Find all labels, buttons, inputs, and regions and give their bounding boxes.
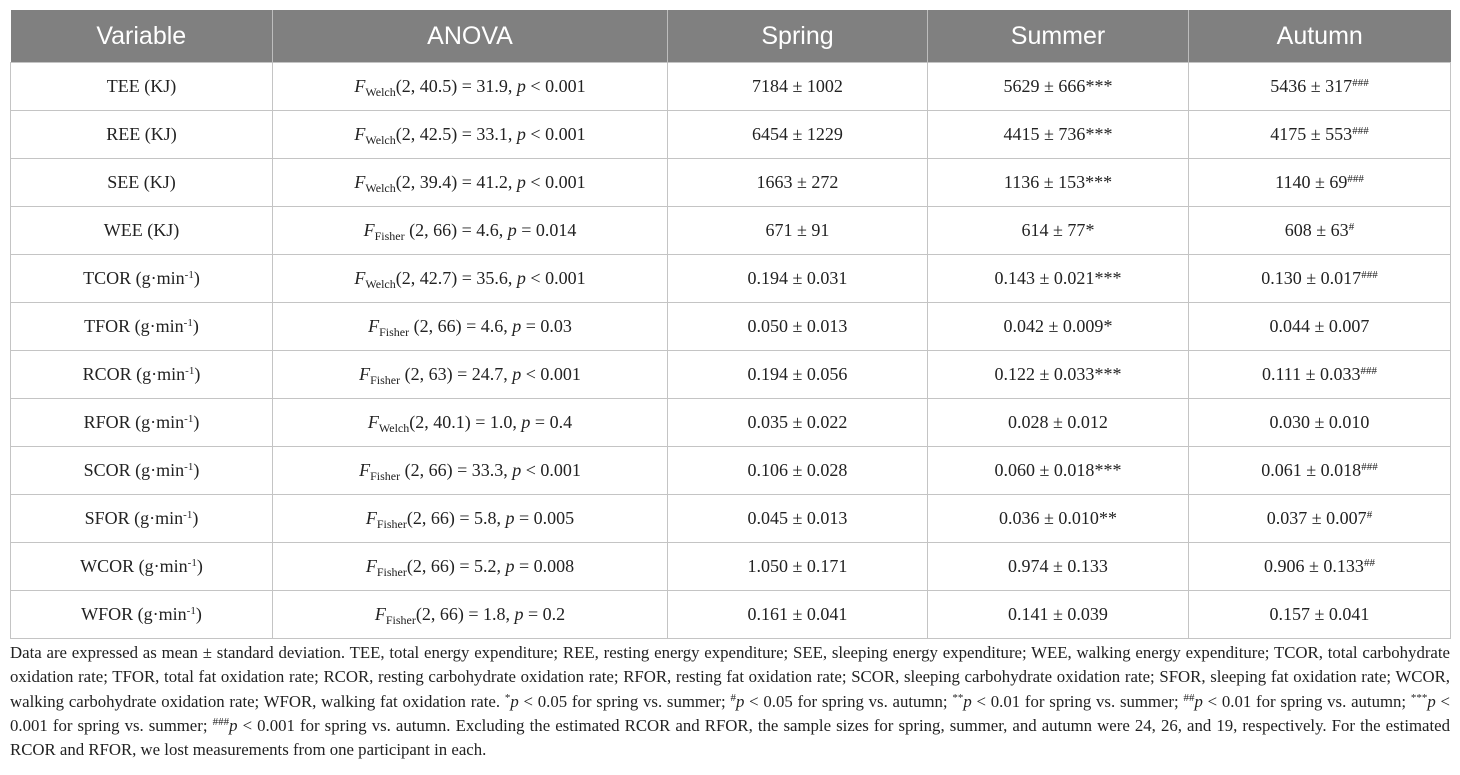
anova-stat: 33.3 [471, 460, 504, 480]
spring-cell [668, 447, 928, 495]
anova-p-value: 0.001 [540, 460, 581, 480]
anova-stat: 35.6 [476, 268, 508, 288]
table-row [11, 207, 1451, 255]
anova-p-value: 0.005 [533, 508, 575, 528]
header-row [11, 10, 1451, 63]
footnote-tail: Excluding the estimated RCOR and RFOR, the sample sizes for spring, summer, and autumn were 24, 26, and 19, respectively. For the estimated RCOR and RFOR, we lost measurements from one participant in each. [10, 715, 1450, 760]
autumn-cell [1189, 111, 1451, 159]
anova-test-type: Fisher [370, 469, 401, 483]
footnote-symbol: ## [1183, 691, 1195, 704]
anova-cell: $F_{Welch}(2$, 42.5) = 33.1, p < 0.001 [273, 111, 668, 159]
summer-cell [928, 159, 1189, 207]
anova-cell: $F_{Fisher}$ (2, 66) = 4.6, p = 0.03 [273, 303, 668, 351]
summer-cell [928, 207, 1189, 255]
spring-cell [668, 255, 928, 303]
anova-df: (2, 42.7) [395, 268, 458, 288]
table-row [11, 63, 1451, 111]
anova-p-value: 0.001 [545, 268, 586, 288]
anova-df: (2, 66) [406, 556, 455, 576]
variable-label: TCOR (g·min [83, 268, 185, 288]
variable-label: WFOR (g·min [81, 604, 187, 624]
table-body [11, 63, 1451, 639]
anova-p-value: 0.03 [540, 316, 572, 336]
summer-value: 0.036 ± 0.010 [999, 508, 1099, 528]
footnote-symbol: ** [952, 691, 964, 704]
anova-p-op: < [525, 460, 536, 480]
unit-exponent: -1 [183, 317, 193, 329]
anova-test-type: Welch [365, 277, 396, 291]
footnote-sig-text: < 0.01 for spring vs. summer; [971, 691, 1184, 711]
anova-p-op: < [530, 268, 541, 288]
header-autumn: Autumn [1189, 10, 1451, 63]
anova-stat: 4.6 [476, 220, 499, 240]
table-row [11, 159, 1451, 207]
table-row [11, 591, 1451, 639]
autumn-cell [1189, 447, 1451, 495]
autumn-cell [1189, 399, 1451, 447]
table-footnote: Data are expressed as mean ± standard deviation. TEE, total energy expenditure; REE, resting energy expenditure; SEE, sleeping energy expenditure; WEE, walking energy expenditure; TCOR, total carbohydrate oxidation rate; TFOR, total fat oxidation rate; RCOR, resting carbohydrate oxidation rate; RFOR, resting fat oxidation rate; SCOR, sleeping carbohydrate oxidation rate; SFOR, sleeping fat oxidation rate; WCOR, walking carbohydrate oxidation rate; WFOR, walking fat oxidation rate. *p < 0.05 for spring vs. summer; #p < 0.05 for spring vs. autumn; **p < 0.01 for spring vs. summer; ##p < 0.01 for spring vs. autumn; ***p < 0.001 for spring vs. summer; ###p < 0.001 for spring vs. autumn. Excluding the estimated RCOR and RFOR, the sample sizes for spring, summer, and autumn were 24, 26, and 19, respectively. For the estimated RCOR and RFOR, we lost measurements from one participant in each. [10, 643, 1451, 760]
footnote-symbol: ### [212, 715, 230, 728]
anova-df: (2, 40.1) [409, 412, 471, 432]
autumn-significance: ### [1361, 461, 1378, 473]
spring-value: 6454 ± 1229 [752, 124, 843, 144]
variable-label: SCOR (g·min [83, 460, 185, 480]
anova-cell: $F_{Fisher}(2$, 66) = 1.8, p = 0.2 [273, 591, 668, 639]
spring-value: 0.106 ± 0.028 [747, 460, 848, 480]
anova-p-op: < [525, 364, 536, 384]
spring-cell [668, 111, 928, 159]
summer-significance: *** [1094, 364, 1122, 384]
spring-value: 0.035 ± 0.022 [747, 412, 848, 432]
anova-stat: 31.9 [476, 76, 508, 96]
table-row [11, 495, 1451, 543]
footnote-symbol: * [504, 691, 511, 704]
anova-p-op: = [519, 508, 530, 528]
autumn-cell [1189, 351, 1451, 399]
autumn-value: 4175 ± 553 [1270, 124, 1353, 144]
summer-value: 0.141 ± 0.039 [1008, 604, 1108, 624]
spring-cell [668, 303, 928, 351]
summer-value: 0.122 ± 0.033 [994, 364, 1095, 384]
summer-significance: *** [1094, 460, 1122, 480]
summer-significance: *** [1085, 124, 1113, 144]
anova-test-type: Welch [365, 133, 396, 147]
autumn-value: 0.030 ± 0.010 [1269, 412, 1370, 432]
summer-significance: *** [1085, 172, 1113, 192]
anova-cell: $F_{Welch}(2$, 42.7) = 35.6, p < 0.001 [273, 255, 668, 303]
header-spring: Spring [668, 10, 928, 63]
anova-test-type: Fisher [370, 373, 401, 387]
summer-value: 5629 ± 666 [1003, 76, 1086, 96]
unit-exponent: -1 [183, 509, 193, 521]
summer-cell [928, 303, 1189, 351]
results-table [10, 10, 1451, 639]
autumn-significance: ### [1360, 365, 1378, 377]
spring-cell [668, 207, 928, 255]
summer-cell [928, 495, 1189, 543]
spring-value: 1663 ± 272 [756, 172, 839, 192]
anova-test-type: Welch [378, 421, 410, 435]
anova-stat: 1.8 [483, 604, 506, 624]
variable-label: RFOR (g·min [83, 412, 185, 432]
anova-p-value: 0.014 [535, 220, 577, 240]
footnote-lead: Data are expressed as mean ± standard deviation. TEE, total energy expenditure; REE, resting energy expenditure; SEE, sleeping energy expenditure; WEE, walking energy expenditure; TCOR, total carbohydrate oxidation rate; TFOR, total fat oxidation rate; RCOR, resting carbohydrate oxidation rate; RFOR, resting fat oxidation rate; SCOR, sleeping carbohydrate oxidation rate; SFOR, sleeping fat oxidation rate; WCOR, walking carbohydrate oxidation rate; WFOR, walking fat oxidation rate. [10, 643, 1450, 711]
footnote-sig-text: < 0.05 for spring vs. autumn; [744, 691, 953, 711]
summer-value: 4415 ± 736 [1003, 124, 1086, 144]
anova-test-type: Fisher [376, 565, 407, 579]
anova-stat: 41.2 [476, 172, 508, 192]
autumn-significance: ### [1347, 173, 1364, 185]
variable-cell: SCOR $(g\cdot\min^{-1})$ [11, 447, 273, 495]
summer-cell [928, 591, 1189, 639]
summer-value: 0.028 ± 0.012 [1008, 412, 1108, 432]
spring-cell [668, 399, 928, 447]
summer-cell [928, 111, 1189, 159]
unit-exponent: -1 [187, 557, 197, 569]
anova-p-op: = [525, 316, 536, 336]
spring-cell [668, 63, 928, 111]
variable-cell: WCOR $(g\cdot\min^{-1})$ [11, 543, 273, 591]
summer-cell [928, 399, 1189, 447]
unit-exponent: -1 [184, 461, 194, 473]
autumn-value: 5436 ± 317 [1270, 76, 1353, 96]
anova-stat: 1.0 [489, 412, 513, 432]
table-row [11, 255, 1451, 303]
summer-cell [928, 543, 1189, 591]
anova-test-type: Welch [365, 85, 396, 99]
variable-cell: TCOR $(g\cdot\min^{-1})$ [11, 255, 273, 303]
header-summer: Summer [928, 10, 1189, 63]
spring-cell [668, 351, 928, 399]
autumn-significance: # [1348, 221, 1355, 233]
unit-exponent: -1 [184, 269, 194, 281]
table-row [11, 447, 1451, 495]
autumn-cell [1189, 543, 1451, 591]
autumn-cell [1189, 591, 1451, 639]
autumn-significance: ### [1361, 269, 1378, 281]
unit-exponent: -1 [184, 413, 194, 425]
anova-p-value: 0.4 [549, 412, 573, 432]
variable-label: WCOR (g·min [80, 556, 188, 576]
spring-cell [668, 591, 928, 639]
anova-p-value: 0.001 [545, 124, 586, 144]
summer-value: 1136 ± 153 [1003, 172, 1086, 192]
spring-cell [668, 543, 928, 591]
variable-label: SFOR (g·min [84, 508, 184, 528]
summer-significance: *** [1094, 268, 1122, 288]
spring-cell [668, 495, 928, 543]
summer-value: 0.143 ± 0.021 [994, 268, 1095, 288]
anova-df: (2, 63) [400, 364, 453, 384]
summer-significance: ** [1098, 508, 1117, 528]
anova-p-op: = [534, 412, 546, 432]
autumn-value: 0.130 ± 0.017 [1261, 268, 1362, 288]
spring-value: 0.194 ± 0.031 [747, 268, 848, 288]
header-variable: Variable [11, 10, 273, 63]
summer-significance: *** [1085, 76, 1113, 96]
anova-p-value: 0.001 [545, 172, 586, 192]
variable-label: TEE (KJ) [106, 76, 177, 96]
header-anova: ANOVA [273, 10, 668, 63]
anova-cell: $F_{Fisher}$ (2, 63) = 24.7, p < 0.001 [273, 351, 668, 399]
summer-cell [928, 255, 1189, 303]
spring-value: 0.194 ± 0.056 [747, 364, 848, 384]
spring-value: 0.161 ± 0.041 [747, 604, 848, 624]
spring-value: 671 ± 91 [765, 220, 830, 240]
anova-stat: 5.2 [474, 556, 497, 576]
anova-p-op: = [528, 604, 539, 624]
spring-value: 0.050 ± 0.013 [747, 316, 848, 336]
footnote-sig-text: < 0.001 for spring vs. autumn. [237, 715, 456, 735]
spring-value: 7184 ± 1002 [752, 76, 843, 96]
autumn-significance: ## [1363, 557, 1375, 569]
summer-significance: * [1103, 316, 1113, 336]
variable-cell: RCOR $(g\cdot\min^{-1})$ [11, 351, 273, 399]
anova-p-value: 0.001 [545, 76, 586, 96]
anova-p-op: < [530, 172, 541, 192]
variable-label: WEE (KJ) [103, 220, 180, 240]
anova-p-op: = [519, 556, 530, 576]
autumn-cell [1189, 255, 1451, 303]
anova-df: (2, 66) [415, 604, 464, 624]
anova-stat: 5.8 [474, 508, 497, 528]
anova-df: (2, 66) [406, 508, 455, 528]
autumn-significance: ### [1352, 77, 1369, 89]
anova-stat: 24.7 [471, 364, 504, 384]
autumn-value: 0.037 ± 0.007 [1266, 508, 1367, 528]
anova-df: (2, 66) [400, 460, 453, 480]
variable-cell: TFOR $(g\cdot\min^{-1})$ [11, 303, 273, 351]
anova-stat: 4.6 [480, 316, 504, 336]
footnote-symbol: # [730, 691, 736, 704]
anova-cell: $F_{Fisher}$ (2, 66) = 4.6, p = 0.014 [273, 207, 668, 255]
variable-cell: SFOR $(g\cdot\min^{-1})$ [11, 495, 273, 543]
autumn-cell [1189, 303, 1451, 351]
summer-cell [928, 351, 1189, 399]
autumn-value: 0.044 ± 0.007 [1269, 316, 1370, 336]
table-row [11, 111, 1451, 159]
anova-df: (2, 66) [409, 316, 462, 336]
summer-value: 614 ± 77 [1021, 220, 1086, 240]
footnote-sig-text: < 0.001 for spring vs. summer; [10, 691, 1451, 735]
anova-df: (2, 40.5) [395, 76, 458, 96]
anova-p-value: 0.008 [533, 556, 575, 576]
autumn-value: 608 ± 63 [1284, 220, 1349, 240]
variable-cell [11, 207, 273, 255]
footnote-sig-text: < 0.05 for spring vs. summer; [518, 691, 731, 711]
anova-df: (2, 42.5) [395, 124, 458, 144]
anova-cell: $F_{Fisher}(2$, 66) = 5.2, p = 0.008 [273, 543, 668, 591]
summer-cell [928, 447, 1189, 495]
autumn-value: 0.906 ± 0.133 [1264, 556, 1364, 576]
footnote-symbol: *** [1410, 691, 1428, 704]
autumn-significance: # [1366, 509, 1373, 521]
autumn-value: 0.111 ± 0.033 [1261, 364, 1361, 384]
autumn-cell [1189, 63, 1451, 111]
variable-label: TFOR (g·min [84, 316, 184, 336]
variable-label: REE (KJ) [106, 124, 177, 144]
summer-cell [928, 63, 1189, 111]
anova-df: (2, 39.4) [395, 172, 458, 192]
variable-label: SEE (KJ) [107, 172, 176, 192]
variable-cell [11, 111, 273, 159]
anova-test-type: Fisher [379, 325, 410, 339]
anova-cell: $F_{Welch}(2$, 39.4) = 41.2, p < 0.001 [273, 159, 668, 207]
variable-cell: WFOR $(g\cdot\min^{-1})$ [11, 591, 273, 639]
table-row [11, 543, 1451, 591]
spring-cell [668, 159, 928, 207]
unit-exponent: -1 [185, 365, 195, 377]
summer-value: 0.974 ± 0.133 [1008, 556, 1108, 576]
anova-stat: 33.1 [476, 124, 508, 144]
footnote-sig-text: < 0.01 for spring vs. autumn; [1202, 691, 1411, 711]
anova-p-value: 0.2 [542, 604, 566, 624]
autumn-cell [1189, 207, 1451, 255]
autumn-cell [1189, 159, 1451, 207]
spring-value: 1.050 ± 0.171 [747, 556, 848, 576]
anova-p-op: = [521, 220, 532, 240]
variable-cell [11, 63, 273, 111]
table-row [11, 351, 1451, 399]
summer-significance: * [1085, 220, 1095, 240]
autumn-cell [1189, 495, 1451, 543]
anova-test-type: Fisher [374, 229, 405, 243]
table-row [11, 399, 1451, 447]
variable-cell: RFOR $(g\cdot\min^{-1})$ [11, 399, 273, 447]
anova-cell: $F_{Fisher}$ (2, 66) = 33.3, p < 0.001 [273, 447, 668, 495]
autumn-value: 1140 ± 69 [1275, 172, 1348, 192]
summer-value: 0.042 ± 0.009 [1003, 316, 1104, 336]
variable-cell [11, 159, 273, 207]
autumn-value: 0.061 ± 0.018 [1261, 460, 1362, 480]
anova-df: (2, 66) [404, 220, 458, 240]
anova-p-value: 0.001 [540, 364, 581, 384]
anova-test-type: Fisher [376, 517, 407, 531]
spring-value: 0.045 ± 0.013 [747, 508, 848, 528]
autumn-value: 0.157 ± 0.041 [1269, 604, 1370, 624]
table-row [11, 303, 1451, 351]
anova-p-op: < [530, 76, 541, 96]
autumn-significance: ### [1352, 125, 1369, 137]
anova-cell: $F_{Welch}(2$, 40.5) = 31.9, p < 0.001 [273, 63, 668, 111]
variable-label: RCOR (g·min [82, 364, 186, 384]
anova-test-type: Welch [365, 181, 396, 195]
unit-exponent: -1 [186, 605, 196, 617]
anova-p-op: < [530, 124, 541, 144]
anova-test-type: Fisher [385, 613, 416, 627]
anova-cell: $F_{Welch}(2$, 40.1) = 1.0, p = 0.4 [273, 399, 668, 447]
summer-value: 0.060 ± 0.018 [994, 460, 1095, 480]
anova-cell: $F_{Fisher}(2$, 66) = 5.8, p = 0.005 [273, 495, 668, 543]
